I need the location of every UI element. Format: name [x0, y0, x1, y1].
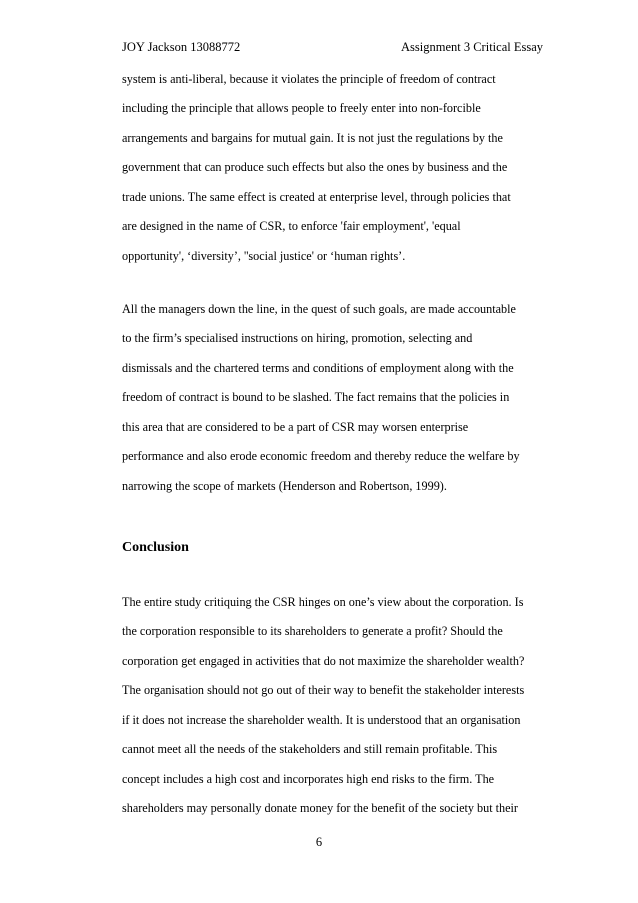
- text-line: government that can produce such effects but also the ones by business and the: [122, 160, 508, 174]
- text-line: All the managers down the line, in the quest of such goals, are made accountable: [122, 302, 516, 316]
- text-line: opportunity', ‘diversity’, ''social justice' or ‘human rights’.: [122, 249, 406, 263]
- text-line: narrowing the scope of markets (Henderson and Robertson, 1999).: [122, 479, 447, 493]
- text-line: the corporation responsible to its shareholders to generate a profit? Should the: [122, 624, 503, 638]
- text-line: if it does not increase the shareholder wealth. It is understood that an organisation: [122, 713, 521, 727]
- text-line: dismissals and the chartered terms and conditions of employment along with the: [122, 361, 514, 375]
- section-heading: Conclusion: [122, 540, 189, 555]
- header-author: JOY Jackson 13088772: [122, 40, 241, 54]
- text-line: arrangements and bargains for mutual gain. It is not just the regulations by the: [122, 131, 503, 145]
- text-line: The organisation should not go out of their way to benefit the stakeholder interests: [122, 683, 525, 697]
- text-line: including the principle that allows people to freely enter into non-forcible: [122, 101, 481, 115]
- text-line: performance and also erode economic freedom and thereby reduce the welfare by: [122, 449, 520, 463]
- text-line: are designed in the name of CSR, to enforce 'fair employment', 'equal: [122, 219, 461, 233]
- text-line: freedom of contract is bound to be slashed. The fact remains that the policies in: [122, 390, 510, 404]
- text-line: system is anti-liberal, because it violates the principle of freedom of contract: [122, 72, 496, 86]
- text-line: trade unions. The same effect is created at enterprise level, through policies that: [122, 190, 511, 204]
- text-line: cannot meet all the needs of the stakeholders and still remain profitable. This: [122, 742, 498, 756]
- text-line: to the firm’s specialised instructions on hiring, promotion, selecting and: [122, 331, 473, 345]
- text-line: corporation get engaged in activities that do not maximize the shareholder wealth?: [122, 654, 525, 668]
- text-line: concept includes a high cost and incorporates high end risks to the firm. The: [122, 772, 495, 786]
- header-assignment: Assignment 3 Critical Essay: [401, 40, 543, 54]
- page-number: 6: [315, 835, 323, 849]
- text-line: shareholders may personally donate money for the benefit of the society but their: [122, 801, 518, 815]
- text-line: this area that are considered to be a part of CSR may worsen enterprise: [122, 420, 469, 434]
- text-line: The entire study critiquing the CSR hinges on one’s view about the corporation. Is: [122, 595, 524, 609]
- page-header: [122, 40, 543, 56]
